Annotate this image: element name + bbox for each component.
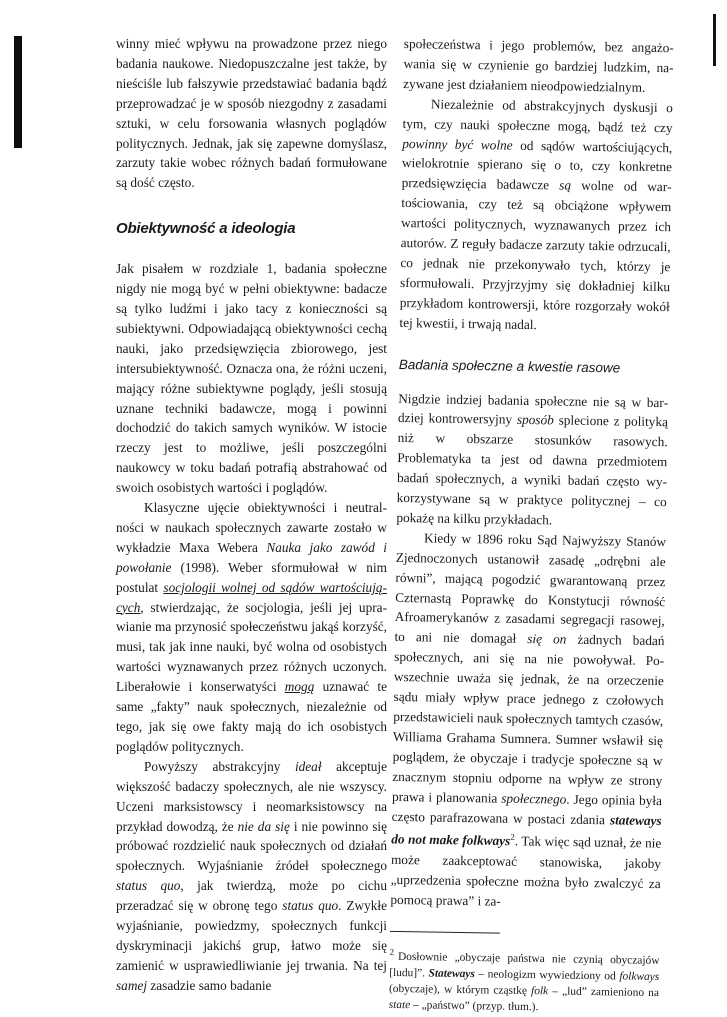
emphasized-term: status quo xyxy=(116,878,181,894)
right-paragraph-4 xyxy=(390,528,666,914)
text-run: , jak twierdzą, może po cichu przeradzać się w obronę tego xyxy=(116,878,387,914)
text-run: . Jego opinia była często parafrazowana w postaci zdania xyxy=(391,791,663,827)
text-run: – „państwo” (przyp. tłum.). xyxy=(410,999,539,1014)
footnote xyxy=(389,944,660,1017)
quoted-phrase: stateways do not make folkways xyxy=(391,811,662,849)
emphasized-word: samej xyxy=(116,977,148,993)
footnote-reference: 2 xyxy=(510,832,515,843)
emphasized-term: Stateways xyxy=(428,967,475,981)
text-run: – „lud” zamieniono na xyxy=(548,985,660,1000)
text-run: Klasyczne ujęcie obiektywności i neutralności w naukach społecznych zawarte zostało w wykładzie Maxa Webera xyxy=(116,500,387,555)
emphasized-phrase: się on xyxy=(527,631,567,647)
text-run: uznawać te same „fakty” nauk społecznych, niezależnie od tego, jak się owe fakty mają do ich osobistych poglądów politycznych. xyxy=(116,679,387,754)
text-run: Nigdzie indziej badania społeczne nie są w bardziej kontrowersyjny xyxy=(397,390,669,428)
right-paragraph-1: społeczeństwa i jego problemów, bez angażowania się w czynienie go bardziej ludzkim, nazywane jest działaniem nieodpowiedzialnym. xyxy=(403,35,674,95)
emphasized-term: folkways xyxy=(619,970,660,984)
emphasized-word: sposób xyxy=(516,412,554,428)
text-run: . Tak więc sąd uznał, że nie może zaakceptować stanowiska, jakoby „uprzedzenia społeczne można było zwalczyć za pomocą prawa” i za- xyxy=(390,833,662,909)
footnote-divider xyxy=(390,931,500,934)
left-column xyxy=(116,34,387,996)
book-title: Nauka jako zawód i powołanie xyxy=(116,539,387,575)
text-run: i nie powinno się próbować rozdzielić nauk społecznych od działań społecznych. Wyjaśnianie źródeł społecznego xyxy=(116,818,387,874)
emphasized-word: ideał xyxy=(294,758,322,774)
text-run: Kiedy w 1896 roku Sąd Najwyższy Stanów Zjednoczonych ustanowił zasadę „odrębni ale równi”, mającą pogodzić gwarantowaną przez Czternastą Poprawkę do Konstytucji równość Afroamerykanów z zasadami segregacji rasowej, to ani nie domagał xyxy=(394,530,667,647)
scan-edge-mark-right xyxy=(713,14,716,66)
text-run: splecione z polityką niż w obszarze stosunków rasowych. Problematyka ta jest od dawna przedmiotem badań społecznych, a wyniki badań często wykorzystywane są w praktyce politycznej – co pokażę na kilku przykładach. xyxy=(396,412,669,528)
text-run: żadnych badań społecznych, ani się na nie powoływał. Powszechnie uważa się jednak, że na orzeczenie sądu miały wpływ prace jednego z czołowych przedstawicieli nauk społecznych tamtych czasów, Williama Grahama Sumnera. Sumner wsławił się poglądem, że obyczaje i tradycje społeczne są w znacznym stopniu odporne na wpływ ze strony prawa i planowania xyxy=(391,632,665,806)
emphasized-term: folk xyxy=(530,985,549,998)
emphasized-word: są xyxy=(559,177,572,193)
left-paragraph-1: winny mieć wpływu na prowadzone przez niego badania naukowe. Niedopuszczalne jest także, by nieściśle lub fałszywie przedstawiać badania bądź przeprowadzać je w sposób niezgodny z zasadami sztuki, w celu forsowania własnych poglądów politycznych. Jednak, jak się zapewne domyślasz, zarzuty takie wobec różnych badań formułowane są dość często. xyxy=(116,36,387,191)
text-run: (1998). Weber sformułował w nim postulat xyxy=(116,559,387,595)
left-paragraph-4 xyxy=(116,757,387,996)
text-run: (obyczaje), w którym cząstkę xyxy=(388,983,532,998)
section-heading: Obiektywność a ideologia xyxy=(116,220,296,238)
footnote-number: 2 xyxy=(389,947,395,958)
text-run: . Zwykłe wyjaśnianie, powiedzmy, społecznych funkcji dyskryminacji jakichś grup, łatwo może się zamienić w usprawiedliwianie jej trwania. Na tej xyxy=(116,898,387,973)
text-run: akceptuje większość badaczy społecznych, ale nie wszyscy. Uczeni marksistowscy i neomarksistowscy na przykład dowodzą, że xyxy=(116,758,388,834)
emphasized-term: status quo xyxy=(282,898,339,914)
emphasized-word: mogą xyxy=(284,679,315,695)
text-run: Powyższy abstrakcyjny xyxy=(144,758,295,774)
emphasized-word: społecznego xyxy=(501,790,567,807)
emphasized-word: nie da się xyxy=(237,818,290,834)
text-run: , stwierdzając, że socjologia, jeśli jej uprawianie ma przynosić społeczeństwu jakąś korzyść, musi, tak jak inne nauki, być wolna od osobistych wartości wyznawanych przez różnych uczonych. Liberałowie i konserwatyści xyxy=(116,599,387,695)
text-run: wolne od wartościowania, czy też są obciążone wpływem wartości politycznych, wyznawanych przez ich autorów. Z reguły badacze zarzuty takie odrzucali, co jednak nie przekonywało tych, którzy je sformułowali. Przyjrzyjmy się dokładniej kilku przykładom kontrowersji, które rozgorzały wokół tej kwestii, i trwają nadal. xyxy=(399,177,672,332)
emphasized-term: state xyxy=(388,999,411,1012)
scan-edge-mark-left xyxy=(14,36,22,148)
subsection-heading: Badania społeczne a kwestie rasowe xyxy=(398,356,621,376)
left-paragraph-3 xyxy=(116,498,387,757)
text-run: zasadzie samo badanie xyxy=(147,977,272,993)
right-paragraph-2 xyxy=(399,94,673,337)
right-paragraph-3 xyxy=(396,388,668,532)
text-run: Niezależnie od abstrakcyjnych dyskusji o tym, czy nauki społeczne mogą, bądź też czy xyxy=(402,96,673,135)
text-run: od sądów wartościujących, wielokrotnie spierano się o to, czy konkretne przedsięwzięcia badawcze xyxy=(401,137,673,193)
right-column xyxy=(389,34,674,1017)
emphasized-phrase: powinny być wolne xyxy=(402,135,513,153)
left-paragraph-2: Jak pisałem w rozdziale 1, badania społeczne nigdy nie mogą być w pełni obiektywne: badacze są tylko ludźmi i jako tacy z konieczności są subiektywni. Odpowiadającą obiektywności cechą nauki, jako przedsięwzięcia zbiorowego, jest intersubiektywność. Oznacza ona, że różni uczeni, mający różne subiektywne poglądy, jeśli stosują uznane techniki badawcze, mogą i powinni dochodzić do takich samych wyników. W istocie rzeczy jest to możliwe, jeśli poszczególni naukowcy w toku badań potrafią abstrahować od swoich osobistych wartości i poglądów. xyxy=(116,261,387,496)
text-run: Dosłownie „obyczaje państwa nie czynią obyczajów [ludu]”. xyxy=(389,951,660,980)
emphasized-term: socjologii wolnej od sądów wartościujących xyxy=(116,579,387,615)
text-run: – neologizm wywiedziony od xyxy=(474,968,620,983)
